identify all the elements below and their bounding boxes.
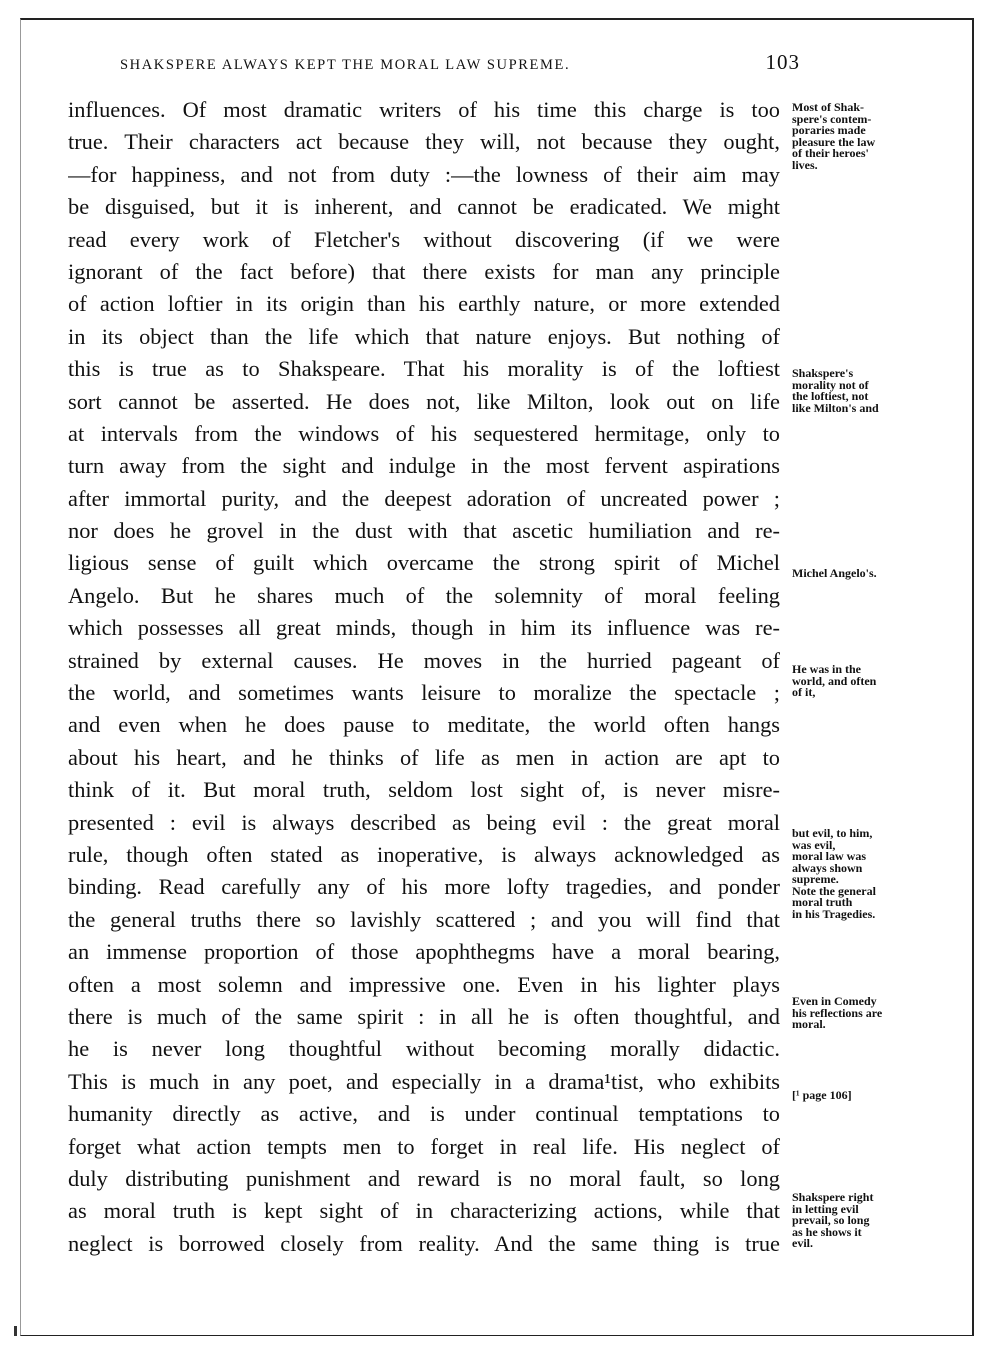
running-head-title: SHAKSPERE ALWAYS KEPT THE MORAL LAW SUPREME. bbox=[120, 57, 571, 73]
text-line: in its object than the life which that nature enjoys. But nothing of bbox=[68, 323, 780, 349]
text-line: forget what action tempts men to forget in real life. His neglect of bbox=[68, 1133, 780, 1159]
running-head bbox=[120, 50, 800, 75]
text-line: duly distributing punishment and reward is no moral fault, so long bbox=[68, 1165, 780, 1191]
text-line: of action loftier in its origin than his earthly nature, or more extended bbox=[68, 291, 780, 317]
text-line: an immense proportion of those apophthegms have a moral bearing, bbox=[68, 939, 780, 965]
text-line: there is much of the same spirit : in all he is often thoughtful, and bbox=[68, 1003, 780, 1029]
text-line: rule, though often stated as inoperative, is always acknowledged as bbox=[68, 841, 780, 867]
text-line: and even when he does pause to meditate, the world often hangs bbox=[68, 712, 780, 738]
side-note-in-the-world: He was in the world, and often of it, bbox=[792, 662, 877, 699]
side-note-moral-law: but evil, to him, was evil, moral law was always shown supreme. Note the general moral truth in his Tragedies. bbox=[792, 826, 876, 921]
text-line: true. Their characters act because they will, not because they ought, bbox=[68, 129, 780, 155]
text-line: binding. Read carefully any of his more lofty tragedies, and ponder bbox=[68, 874, 780, 900]
margin-mark bbox=[14, 1326, 17, 1336]
text-line: the world, and sometimes wants leisure to moralize the spectacle ; bbox=[68, 680, 780, 706]
text-line: neglect is borrowed closely from reality. And the same thing is true bbox=[68, 1230, 780, 1256]
text-line: at intervals from the windows of his sequestered hermitage, only to bbox=[68, 420, 780, 446]
text-line: the general truths there so lavishly scattered ; and you will find that bbox=[68, 906, 780, 932]
text-line: nor does he grovel in the dust with that ascetic humiliation and re- bbox=[68, 518, 780, 544]
text-line: —for happiness, and not from duty :—the lowness of their aim may bbox=[68, 161, 780, 187]
text-line: This is much in any poet, and especially in a drama¹tist, who exhibits bbox=[68, 1068, 780, 1094]
text-line: about his heart, and he thinks of life as men in action are apt to bbox=[68, 744, 780, 770]
side-note-evil-prevail: Shakspere right in letting evil prevail, so long as he shows it evil. bbox=[792, 1190, 874, 1250]
text-line: turn away from the sight and indulge in the most fervent aspirations bbox=[68, 453, 780, 479]
text-line: sort cannot be asserted. He does not, like Milton, look out on life bbox=[68, 388, 780, 414]
side-note-comedy: Even in Comedy his reflections are moral. bbox=[792, 994, 883, 1031]
text-line: this is true as to Shakspeare. That his morality is of the loftiest bbox=[68, 356, 780, 382]
side-note-michel-angelo: Michel Angelo's. bbox=[792, 566, 877, 580]
body-text bbox=[68, 94, 780, 1260]
side-note-morality: Shakspere's morality not of the loftiest, not like Milton's and bbox=[792, 366, 879, 415]
text-line: humanity directly as active, and is under continual temptations to bbox=[68, 1101, 780, 1127]
side-note-contemporaries: Most of Shak- spere's contem- poraries made pleasure the law of their heroes' lives. bbox=[792, 100, 876, 172]
text-line: as moral truth is kept sight of in characterizing actions, while that bbox=[68, 1198, 780, 1224]
text-line: presented : evil is always described as being evil : the great moral bbox=[68, 809, 780, 835]
text-line: think of it. But moral truth, seldom lost sight of, is never misre- bbox=[68, 777, 780, 803]
text-line: influences. Of most dramatic writers of his time this charge is too bbox=[68, 97, 780, 122]
text-line: he is never long thoughtful without becoming morally didactic. bbox=[68, 1036, 780, 1062]
text-line: Angelo. But he shares much of the solemnity of moral feeling bbox=[68, 582, 780, 608]
text-line: often a most solemn and impressive one. Even in his lighter plays bbox=[68, 971, 780, 997]
text-line: be disguised, but it is inherent, and cannot be eradicated. We might bbox=[68, 194, 780, 220]
text-line: ligious sense of guilt which overcame the strong spirit of Michel bbox=[68, 550, 780, 576]
text-line: ignorant of the fact before) that there exists for man any principle bbox=[68, 258, 780, 284]
text-line: which possesses all great minds, though in him its influence was re- bbox=[68, 615, 780, 641]
text-line: read every work of Fletcher's without discovering (if we were bbox=[68, 226, 780, 252]
text-line: strained by external causes. He moves in the hurried pageant of bbox=[68, 647, 780, 673]
page-number: 103 bbox=[765, 50, 800, 74]
side-note-footnote-ref: [¹ page 106] bbox=[792, 1088, 852, 1102]
text-line: after immortal purity, and the deepest adoration of uncreated power ; bbox=[68, 485, 780, 511]
